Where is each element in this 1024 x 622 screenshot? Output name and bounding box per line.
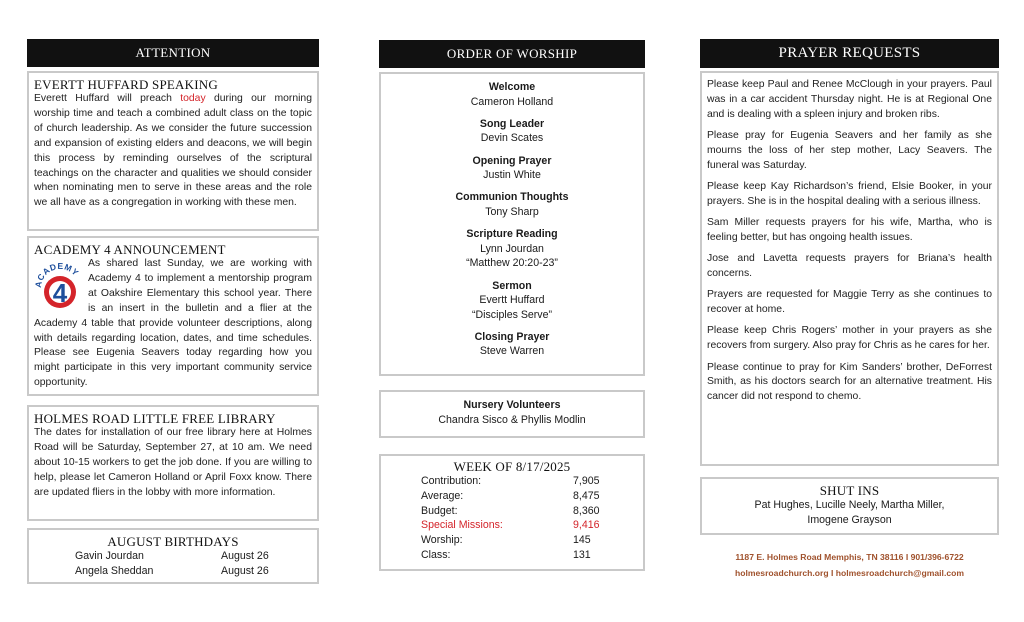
prayer-request: Prayers are requested for Maggie Terry as she continues to recover at home. xyxy=(707,289,992,316)
nursery-title: Nursery Volunteers xyxy=(463,399,561,411)
svg-text:4: 4 xyxy=(52,278,68,308)
worship-item-song-leader: Song Leader Devin Scates xyxy=(479,117,545,145)
shutins-title: SHUT INS xyxy=(819,483,880,498)
prayer-request: Please continue to pray for Kim Sanders’ brother, DeForrest Smith, as his doctors search for an alternative treatment. His cancer did not respond to chemo. xyxy=(707,361,992,403)
academy-logo xyxy=(34,258,84,314)
worship-item-communion: Communion Thoughts Tony Sharp xyxy=(455,191,569,218)
academy-4-logo-icon xyxy=(34,258,84,314)
prayer-request: Jose and Lavetta requests prayers for Briana’s health concerns. xyxy=(707,253,992,280)
prayer-request: Please keep Chris Rogers’ mother in your prayers as she recovers from surgery. Also pray for Chris as he cares for her. xyxy=(707,325,992,352)
attention-header: ATTENTION xyxy=(27,39,319,67)
prayer-section xyxy=(700,71,999,466)
birthday-name: Gavin Jourdan xyxy=(75,550,144,562)
finance-row: Class: 131 xyxy=(421,548,591,561)
shutins-section xyxy=(700,477,999,535)
birthday-name: Angela Sheddan xyxy=(75,564,154,577)
prayer-request: Please keep Paul and Renee McClough in your prayers. Paul was in a car accident Thursday night. He is at Regional One and is dealing with a spleen injury and broken ribs. xyxy=(707,79,992,120)
academy-title: ACADEMY 4 ANNOUNCEMENT xyxy=(34,242,226,257)
birthday-date: August 26 xyxy=(221,550,269,562)
evertt-section xyxy=(27,71,319,231)
today-highlight: today xyxy=(180,93,206,104)
prayer-header: PRAYER REQUESTS xyxy=(700,39,999,68)
prayer-request: Sam Miller requests prayers for his wife, Martha, who is feeling better, but has ongoing health issues. xyxy=(707,217,992,244)
finance-row-special-missions: Special Missions: 9,416 xyxy=(421,519,600,532)
academy-text: As shared last Sunday, we are working with Academy 4 to implement a mentorship program at Oakshire Elementary this school year. There is an insert in the bulletin and a flier at the Academy 4 table that provide volunteer descriptions, along with details regarding location, dates, and time schedules. Please see Eugenia Seavers today regarding how you might participate in this very important community service opportunity. xyxy=(34,258,312,389)
finance-row: Budget: 8,360 xyxy=(421,504,600,517)
finance-row: Worship: 145 xyxy=(421,534,591,547)
shutins-line: Pat Hughes, Lucille Neely, Martha Miller, xyxy=(754,499,945,511)
worship-item-scripture: Scripture Reading Lynn Jourdan “Matthew 20:20-23” xyxy=(466,228,558,270)
finance-row: Average: 8,475 xyxy=(421,489,600,502)
finance-row: Contribution: 7,905 xyxy=(421,475,600,487)
worship-item-welcome: Welcome Cameron Holland xyxy=(470,81,554,108)
birthdays-section xyxy=(27,528,319,584)
library-section xyxy=(27,405,319,521)
birthdays-title: AUGUST BIRTHDAYS xyxy=(107,534,239,549)
birthday-date: August 26 xyxy=(221,564,269,577)
evertt-title: EVERTT HUFFARD SPEAKING xyxy=(34,77,218,92)
worship-item-opening-prayer: Opening Prayer Justin White xyxy=(472,154,552,182)
nursery-section xyxy=(379,390,645,438)
worship-item-sermon: Sermon Evertt Huffard “Disciples Serve” xyxy=(471,279,553,321)
svg-text:ACADEMY: CADEMY xyxy=(35,260,81,283)
shutins-line: Imogene Grayson xyxy=(807,514,892,526)
prayer-request: Please pray for Eugenia Seavers and her family as she mourns the loss of her step mother, Lacy Seavers. The funeral was Saturday. xyxy=(707,130,992,171)
worship-section xyxy=(379,72,645,376)
library-text: The dates for installation of our free library here at Holmes Road will be Saturday, September 27, at 10 am. We need about 10-15 workers to get the job done. If you are willing to help, please let Cameron Holland or April Foxx know. There are updated fliers in the lobby with more information. xyxy=(34,427,312,498)
week-section xyxy=(379,454,645,571)
footer-address: 1187 E. Holmes Road Memphis, TN 38116 I 901/396-6722 xyxy=(735,552,964,562)
nursery-names: Chandra Sisco & Phyllis Modlin xyxy=(438,413,586,426)
worship-header: ORDER OF WORSHIP xyxy=(379,40,645,68)
worship-item-closing-prayer: Closing Prayer Steve Warren xyxy=(474,330,550,358)
birthday-row xyxy=(34,564,312,579)
evertt-text: Everett Huffard will preach today during our morning worship time and teach a combined adult class on the topic of church leadership. As we consider the future succession and expansion of existing elders and deacons, we will begin this process by reminding ourselves of the scriptural teachings on the character and qualities we should consider when nominating men to serve in these areas and the role we all have as a congregation in working with these men. xyxy=(34,93,312,209)
academy-section xyxy=(27,236,319,396)
library-title: HOLMES ROAD LITTLE FREE LIBRARY xyxy=(34,411,276,426)
footer-contact: holmesroadchurch.org I holmesroadchurch@gmail.com xyxy=(735,568,964,578)
week-title: WEEK OF 8/17/2025 xyxy=(453,459,571,474)
birthday-row xyxy=(34,549,312,564)
church-footer xyxy=(700,549,999,581)
prayer-request: Please keep Kay Richardson’s friend, Elsie Booker, in your prayers. She is in the hospital dealing with a serious illness. xyxy=(707,181,992,207)
